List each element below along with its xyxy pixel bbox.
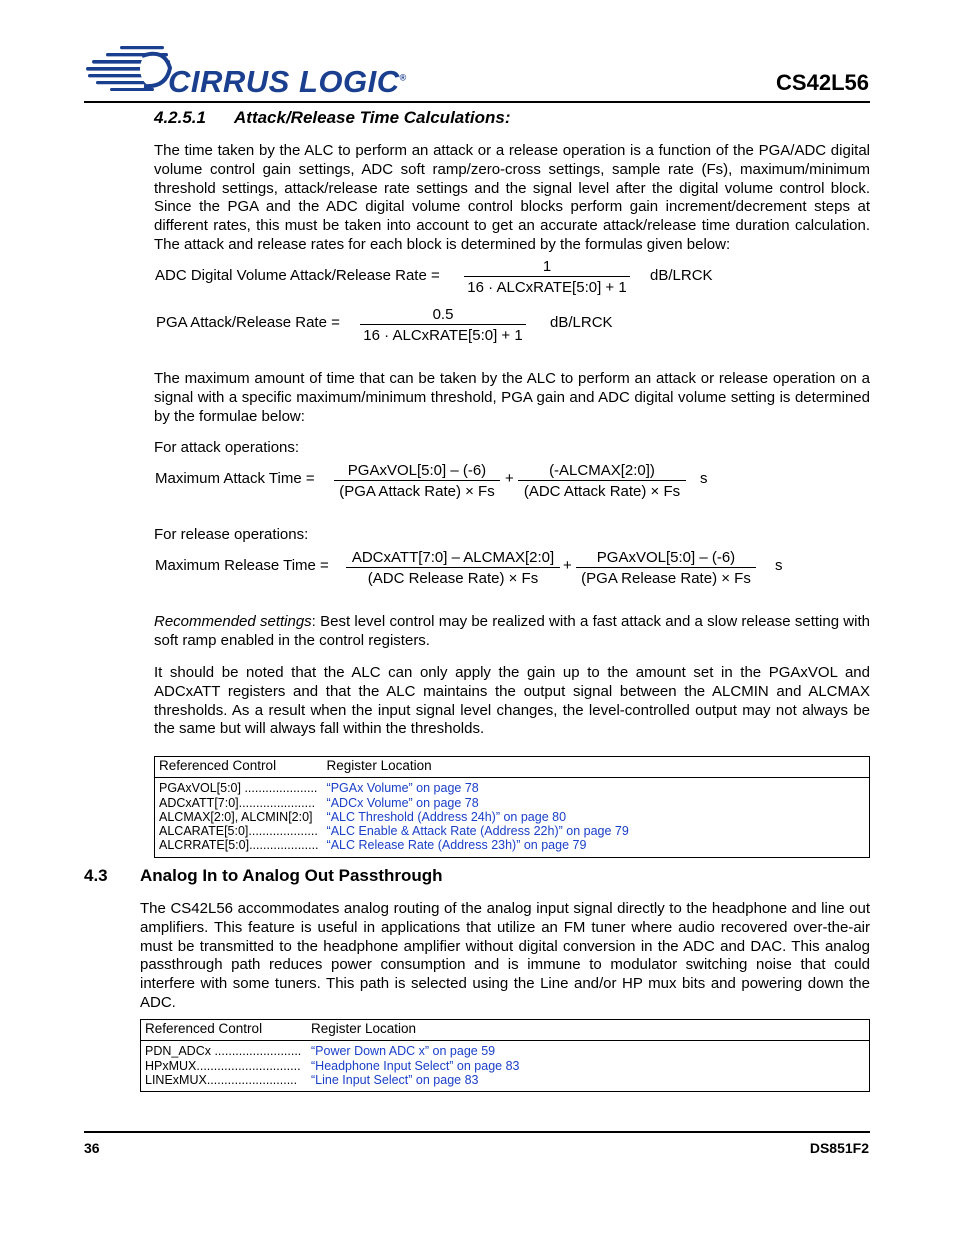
section-number: 4.2.5.1	[154, 108, 206, 127]
equation-pga-unit: dB/LRCK	[550, 314, 613, 331]
equation-attack-denominator-1: (PGA Attack Rate) × Fs	[339, 483, 495, 500]
equation-attack-unit: s	[700, 470, 708, 487]
table-header-control: Referenced Control	[141, 1020, 308, 1041]
table-cell-control: ADCxATT[7:0]......................	[159, 795, 316, 810]
section-title: Analog In to Analog Out Passthrough	[140, 866, 443, 885]
equation-pga-fraction	[360, 306, 526, 344]
table-cell-link[interactable]: “ADCx Volume” on page 78	[326, 795, 479, 810]
table-cell-link[interactable]: “ALC Threshold (Address 24h)” on page 80	[326, 809, 567, 824]
table-header-row	[141, 1020, 870, 1041]
equation-release-denominator-1: (ADC Release Rate) × Fs	[367, 570, 539, 587]
table-cell-link[interactable]: “ALC Enable & Attack Rate (Address 22h)” on page 79	[326, 824, 629, 839]
equation-adc-numerator: 1	[542, 258, 552, 275]
table-cell-control: ALCARATE[5:0]....................	[159, 824, 318, 839]
header-rule	[84, 101, 870, 103]
table-cell-link[interactable]: “Headphone Input Select” on page 83	[311, 1058, 520, 1073]
reference-table-passthrough	[140, 1019, 870, 1092]
table-row	[155, 824, 870, 838]
equation-adc-unit: dB/LRCK	[650, 267, 713, 284]
equation-adc-fraction	[464, 258, 630, 296]
equation-adc-label: ADC Digital Volume Attack/Release Rate =	[155, 267, 440, 284]
equation-attack-plus: +	[505, 470, 514, 487]
table-row	[155, 778, 870, 796]
table-cell-control: ALCRRATE[5:0]....................	[159, 838, 319, 853]
paragraph-alc-note: It should be noted that the ALC can only apply the gain up to the amount set in the PGAxVOL and ADCxATT registers and that the ALC maintains the output signal between the ALCMIN and ALCMAX thresholds. As a result when the input signal level changes, the level-controlled output may not always be the same but will always fall within the thresholds.	[154, 664, 870, 738]
table-row	[155, 838, 870, 857]
equation-attack-fraction-1	[334, 462, 500, 500]
equation-release-fraction-1	[346, 549, 560, 587]
paragraph-max-time-intro: The maximum amount of time that can be taken by the ALC to perform an attack or release operation on a signal with a specific maximum/minimum threshold, PGA gain and ADC digital volume setting is determined by the formulae below:	[154, 370, 870, 425]
attack-intro-label: For attack operations:	[154, 439, 300, 456]
table-cell-control: HPxMUX..............................	[145, 1058, 301, 1073]
equation-release-fraction-2	[576, 549, 756, 587]
equation-release-label: Maximum Release Time =	[155, 557, 329, 574]
table-cell-link[interactable]: “Line Input Select” on page 83	[311, 1072, 479, 1087]
table-header-location: Register Location	[307, 1020, 870, 1041]
document-id: CS42L56	[776, 70, 869, 95]
table-header-control: Referenced Control	[155, 757, 323, 778]
table-cell-control: ALCMAX[2:0], ALCMIN[2:0]	[159, 809, 313, 824]
section-heading-4-2-5-1	[154, 108, 511, 128]
table-cell-link[interactable]: “ALC Release Rate (Address 23h)” on page 79	[326, 838, 587, 853]
paragraph-passthrough: The CS42L56 accommodates analog routing of the analog input signal directly to the headphone and line out amplifiers. This feature is useful in applications that utilize an FM tuner where audio recovered over-the-air must be transmitted to the headphone amplifier without digital conversion in the ADC and DAC. This analog passthrough path reduces power consumption and is immune to modulator switching noise that could interfere with some tuners. This path is selected using the Line and/or HP mux bits and powering down the ADC.	[140, 900, 870, 1011]
recommended-settings-emphasis: Recommended settings	[154, 613, 312, 630]
table-cell-link[interactable]: “Power Down ADC x” on page 59	[311, 1044, 496, 1059]
table-cell-control: LINExMUX..........................	[145, 1072, 298, 1087]
table-row	[155, 796, 870, 810]
section-heading-4-3	[84, 866, 443, 886]
table-row	[155, 810, 870, 824]
document-code: DS851F2	[809, 1140, 869, 1156]
equation-attack-fraction-2	[518, 462, 686, 500]
release-intro-label: For release operations:	[154, 526, 309, 543]
table-cell-link[interactable]: “PGAx Volume” on page 78	[326, 781, 479, 796]
equation-attack-numerator-2: (-ALCMAX[2:0])	[549, 462, 655, 479]
equation-release-numerator-1: ADCxATT[7:0] – ALCMAX[2:0]	[351, 549, 555, 566]
footer-rule	[84, 1131, 870, 1133]
equation-release-unit: s	[775, 557, 783, 574]
paragraph-timing-intro: The time taken by the ALC to perform an attack or a release operation is a function of the PGA/ADC digital volume control gain settings, ADC soft ramp/zero-cross settings, sample rate (Fs), maximum/minimum threshold settings, attack/release rate settings and the signal level after the digital volume control block. Since the PGA and the ADC digital volume control blocks perform gain increment/decrement steps at different rates, this must be taken into account to get an accurate attack/release time duration calculation. The attack and release rates for each block is determined by the formulas given below:	[154, 142, 870, 253]
equation-attack-label: Maximum Attack Time =	[155, 470, 315, 487]
equation-adc-denominator: 16 · ALCxRATE[5:0] + 1	[467, 279, 627, 296]
reference-table-alc	[154, 756, 870, 858]
section-number: 4.3	[84, 866, 108, 885]
equation-pga-numerator: 0.5	[432, 306, 454, 323]
page-number: 36	[84, 1140, 100, 1156]
table-cell-control: PDN_ADCx .........................	[145, 1044, 302, 1059]
table-header-row	[155, 757, 870, 778]
equation-attack-denominator-2: (ADC Attack Rate) × Fs	[523, 483, 681, 500]
equation-pga-label: PGA Attack/Release Rate =	[156, 314, 340, 331]
cirrus-logo-icon	[84, 44, 174, 96]
table-cell-control: PGAxVOL[5:0] .....................	[159, 781, 318, 796]
company-logo-text: CIRRUS LOGIC®	[168, 64, 407, 99]
equation-release-denominator-2: (PGA Release Rate) × Fs	[581, 570, 751, 587]
equation-attack-numerator-1: PGAxVOL[5:0] – (-6)	[347, 462, 487, 479]
table-row	[141, 1073, 870, 1092]
equation-pga-denominator: 16 · ALCxRATE[5:0] + 1	[363, 327, 523, 344]
paragraph-recommended-settings: Recommended settings: Best level control may be realized with a fast attack and a slow release setting with soft ramp enabled in the control registers.	[154, 613, 870, 649]
equation-release-numerator-2: PGAxVOL[5:0] – (-6)	[596, 549, 736, 566]
section-title: Attack/Release Time Calculations:	[234, 108, 511, 127]
table-header-location: Register Location	[323, 757, 870, 778]
table-row	[141, 1041, 870, 1059]
table-row	[141, 1059, 870, 1073]
equation-release-plus: +	[563, 557, 572, 574]
